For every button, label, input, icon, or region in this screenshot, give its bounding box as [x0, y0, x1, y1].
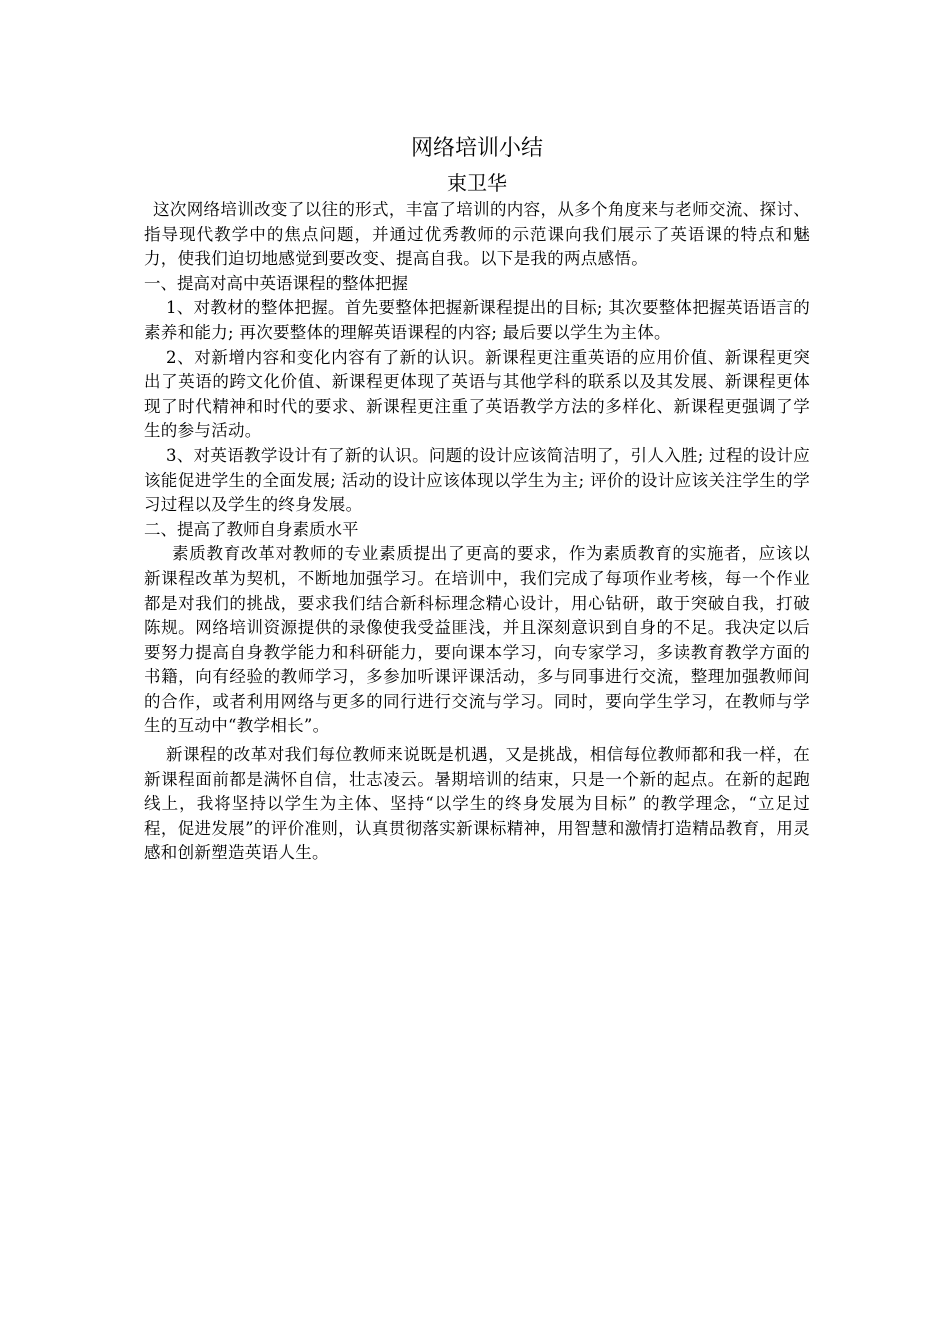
- section-2-heading: 二、提高了教师自身素质水平: [144, 519, 359, 539]
- section-1-item-3: 3、对英语教学设计有了新的认识。问题的设计应该简洁明了，引人入胜; 过程的设计应该能促进学生的全面发展; 活动的设计应该体现以学生为主; 评价的设计应该关注学生的学习过程以及学生的终身发展。: [144, 445, 810, 515]
- section-2-paragraph-1: 素质教育改革对教师的专业素质提出了更高的要求，作为素质教育的实施者，应该以新课程改革为契机，不断地加强学习。在培训中，我们完成了每项作业考核，每一个作业都是对我们的挑战，要求我们结合新科标理念精心设计，用心钻研，敢于突破自我，打破陈规。网络培训资源提供的录像使我受益匪浅，并且深刻意识到自身的不足。我决定以后要努力提高自身教学能力和科研能力，要向课本学习，向专家学习，多读教育教学方面的书籍，向有经验的教师学习，多参加听课评课活动，多与同事进行交流，整理加强教师间的合作，或者利用网络与更多的同行进行交流与学习。同时，要向学生学习，在教师与学生的互动中“教学相长”。: [144, 544, 810, 736]
- section-1-item-1: 1、对教材的整体把握。首先要整体把握新课程提出的目标; 其次要整体把握英语语言的素养和能力; 再次要整体的理解英语课程的内容; 最后要以学生为主体。: [144, 298, 810, 342]
- section-2-paragraph-2: 新课程的改革对我们每位教师来说既是机遇，又是挑战，相信每位教师都和我一样，在新课程面前都是满怀自信，壮志凌云。暑期培训的结束，只是一个新的起点。在新的起跑线上，我将坚持以学生为主体、坚持“以学生的终身发展为目标” 的教学理念，“立足过程，促进发展”的评价准则，认真贯彻落实新课标精神，用智慧和激情打造精品教育，用灵感和创新塑造英语人生。: [144, 745, 810, 863]
- intro-paragraph: 这次网络培训改变了以往的形式，丰富了培训的内容，从多个角度来与老师交流、探讨、指导现代教学中的焦点问题，并通过优秀教师的示范课向我们展示了英语课的特点和魅力，使我们迫切地感觉到要改变、提高自我。以下是我的两点感悟。: [144, 200, 810, 269]
- section-1-item-2: 2、对新增内容和变化内容有了新的认识。新课程更注重英语的应用价值、新课程更突出了英语的跨文化价值、新课程更体现了英语与其他学科的联系以及其发展、新课程更体现了时代精神和时代的要求、新课程更注重了英语教学方法的多样化、新课程更强调了学生的参与活动。: [144, 347, 810, 441]
- document-author: 束卫华: [447, 171, 507, 195]
- section-1-heading: 一、提高对高中英语课程的整体把握: [144, 273, 408, 293]
- document-body: [144, 134, 810, 866]
- document-title: 网络培训小结: [410, 136, 543, 161]
